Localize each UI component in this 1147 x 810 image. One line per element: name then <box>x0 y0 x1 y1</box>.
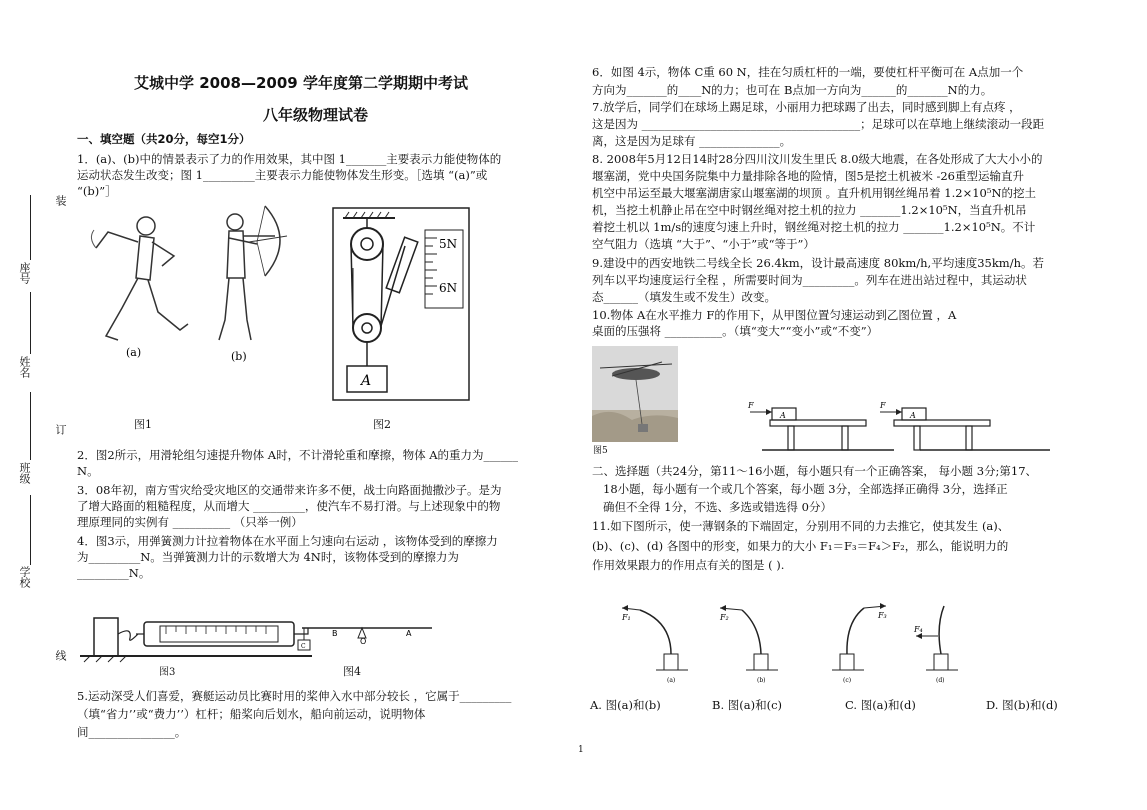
q5-line2: （填“省力’’或“费力’’）杠杆；船桨向后划水，船向前运动，说明物体 <box>77 707 426 721</box>
figure1b-label: (b) <box>231 350 247 363</box>
q3-line2: 了增大路面的粗糙程度，从而增大 _________，使汽车不易打滑。与上述现象中的物 <box>77 499 501 513</box>
q1-line1: 1．(a)、(b)中的情景表示了力的作用效果，其中图 1_______主要表示力能使物体的 <box>77 152 502 166</box>
figure1-caption: 图1 <box>134 418 152 431</box>
figure2-scale-6n: 6N <box>439 281 458 295</box>
q6-line2: 方向为_______的____N的力；也可在 B点加一方向为______的_______N的力。 <box>592 83 993 97</box>
exam-title: 艾城中学 2008—2009 学年度第二学期期中考试 <box>134 74 468 92</box>
q8-line1: 8. 2008年5月12日14时28分四川汶川发生里氏 8.0级大地震，在各处形成了大大小小的 <box>592 152 1043 166</box>
figure6-label-f4: F₄ <box>914 625 923 634</box>
figure4-lever-image <box>296 624 436 654</box>
q2-line1: 2．图2所示，用滑轮组匀速提升物体 A时，不计滑轮重和摩擦，物体 A的重力为______ <box>77 448 519 462</box>
q8-line4: 机，当挖土机静止吊在空中时钢丝绳对挖土机的拉力 _______1.2×10⁵N，当直升机吊 <box>592 203 1027 217</box>
class-label: 班级 <box>18 462 31 484</box>
figure1b-archer-image <box>205 200 295 363</box>
section2-line3: 确但不全得 1分，不选、多选或错选得 0分） <box>603 500 832 514</box>
binding-mark-ding: 订 <box>54 424 67 435</box>
q11-line2: (b)、(c)、(d) 各图中的形变，如果力的大小 F₁＝F₃＝F₄＞F₂，那么，能说明力的 <box>592 539 1009 553</box>
figure3-caption: 图3 <box>159 667 176 678</box>
figure6-label-a: (a) <box>667 677 676 684</box>
q4-line1: 4．图3示，用弹簧测力计拉着物体在水平面上匀速向右运动 ，该物体受到的摩擦力 <box>77 534 498 548</box>
figure6-label-c: (c) <box>843 677 852 684</box>
name-label: 姓名 <box>18 356 31 378</box>
q10-line1: 10.物体 A在水平推力 F的作用下，从甲图位置匀速运动到乙图位置 ，A <box>592 308 957 322</box>
q8-line2: 堰塞湖，党中央国务院集中力量排除各地的险情，图5是挖土机被米 -26重型运输直升 <box>592 169 1024 183</box>
section2-line1: 二、选择题（共24分，第11～16小题，每小题只有一个正确答案， 每小题 3分;第17、 <box>592 464 1038 478</box>
q8-line6: 空气阻力（选填 “大于”、“小于”或“等于”） <box>592 237 815 251</box>
figure4-caption: 图4 <box>343 665 361 678</box>
q5-line3: 间_______________。 <box>77 725 187 739</box>
seat-field-line[interactable] <box>30 195 31 260</box>
section1-heading: 一、填空题（共20分，每空1分） <box>77 132 251 146</box>
figure6-label-f2: F₂ <box>720 613 729 622</box>
q4-line3: _________N。 <box>77 566 151 580</box>
q5-line1: 5.运动深受人们喜爱，赛艇运动员比赛时用的桨伸入水中部分较长 ，它属于_________ <box>77 689 512 703</box>
q11-choice-c[interactable]: C. 图(a)和(d) <box>845 698 916 712</box>
figure4-label-c: C <box>301 643 306 650</box>
page-number: 1 <box>578 745 584 755</box>
figure6-label-b: (b) <box>757 677 766 684</box>
q1-line3: “(b)”］ <box>77 184 117 198</box>
binding-mark-zhuang: 装 <box>54 195 67 206</box>
figure5b-push-block-diagram <box>744 402 1084 454</box>
q7-line1: 7.放学后，同学们在球场上踢足球，小丽用力把球踢了出去，同时感到脚上有点疼 ， <box>592 100 1021 114</box>
q8-line5: 着挖土机以 1m/s的速度匀速上升时，钢丝绳对挖土机的拉力 _______1.2×10⁵N。不计 <box>592 220 1036 234</box>
figure5b-label-a2: A <box>910 411 916 420</box>
school-label: 学校 <box>18 566 31 588</box>
q9-line3: 态______（填发生或不发生）改变。 <box>592 290 776 304</box>
q10-line2: 桌面的压强将 __________。（填“变大”“变小”或“不变”） <box>592 324 879 338</box>
q11-choice-d[interactable]: D. 图(b)和(d) <box>986 698 1058 712</box>
figure2-pulley-image <box>333 208 469 400</box>
class-field-line[interactable] <box>30 495 31 565</box>
exam-subtitle: 八年级物理试卷 <box>263 106 369 124</box>
seat-number-label: 座号 <box>18 262 31 284</box>
q3-line3: 理原理同的实例有 __________ （只举一例） <box>77 515 303 529</box>
figure6-label-f3: F₃ <box>878 611 887 620</box>
figure4-label-a: A <box>406 629 412 638</box>
q9-line2: 列车以平均速度运行全程 ，所需要时间为_________。列车在进出站过程中，其运动状 <box>592 273 1027 287</box>
q11-line1: 11.如下图所示，使一薄钢条的下端固定，分别用不同的力去推它，使其发生 (a)、 <box>592 519 1010 533</box>
section2-line2: 18小题，每小题有一个或几个答案，每小题 3分，全部选择正确得 3分，选择正 <box>603 482 1008 496</box>
q7-line3: 离，这是因为足球有 ______________。 <box>592 134 792 148</box>
figure5b-label-f1: F <box>748 401 754 410</box>
q1-line2: 运动状态发生改变；图 1_________主要表示力能使物体发生形变。［选填 “(a)”或 <box>77 168 488 182</box>
q8-line3: 机空中吊运至最大堰塞湖唐家山堰塞湖的坝顶 。直升机用钢丝绳吊着 1.2×10⁵N的挖土 <box>592 186 1037 200</box>
q7-line2: 这是因为 ______________________________________；足球可以在草地上继续滚动一段距 <box>592 117 1045 131</box>
figure4-label-b: B <box>332 629 338 638</box>
figure6-steel-strip-diagram <box>620 602 970 692</box>
figure1a-label: (a) <box>126 346 142 359</box>
q6-line1: 6．如图 4示，物体 C重 60 N，挂在匀质杠杆的一端，要使杠杆平衡可在 A点加一个 <box>592 65 1024 79</box>
binding-mark-xian: 线 <box>54 650 67 661</box>
figure2-scale-5n: 5N <box>439 237 458 251</box>
q4-line2: 为_________N。当弹簧测力计的示数增大为 4N时，该物体受到的摩擦力为 <box>77 550 459 564</box>
figure2-block-label: A <box>361 373 372 389</box>
figure2-caption: 图2 <box>373 418 391 431</box>
figure5b-label-f2: F <box>880 401 886 410</box>
q3-line1: 3．08年初，南方雪灾给受灾地区的交通带来许多不便，战士向路面抛撒沙子。是为 <box>77 483 502 497</box>
figure1a-thrower-image <box>88 208 198 358</box>
figure6-label-f1: F₁ <box>622 613 631 622</box>
q11-choice-a[interactable]: A. 图(a)和(b) <box>590 698 661 712</box>
figure5b-label-a1: A <box>780 411 786 420</box>
figure6-label-d: (d) <box>936 677 945 684</box>
figure4-label-o: O <box>360 637 367 646</box>
name-field-line[interactable] <box>30 392 31 460</box>
q11-line3: 作用效果跟力的作用点有关的图是 ( ). <box>592 558 785 572</box>
q2-line2: N。 <box>77 464 99 478</box>
seat-field-line-2[interactable] <box>30 292 31 354</box>
figure5-helicopter-photo <box>592 346 678 442</box>
figure5-caption: 图5 <box>593 446 608 456</box>
q11-choice-b[interactable]: B. 图(a)和(c) <box>712 698 783 712</box>
figure3-spring-scale-image <box>76 612 316 662</box>
q9-line1: 9.建设中的西安地铁二号线全长 26.4km，设计最高速度 80km/h,平均速度35km/h。若 <box>592 256 1044 270</box>
